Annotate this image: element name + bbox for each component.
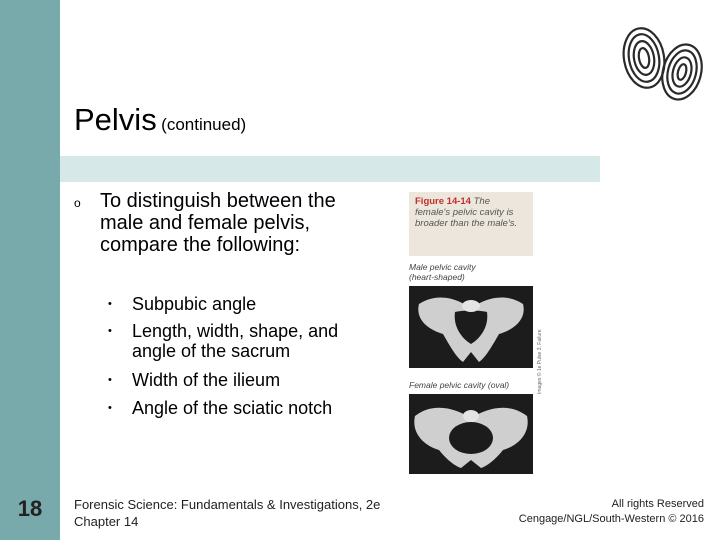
bullet-dot-icon: • — [108, 402, 112, 414]
main-bullet-text: To distinguish between the male and female pelvis, compare the following: — [100, 190, 336, 256]
footer-chapter: Chapter 14 — [74, 514, 139, 529]
figure-number: Figure 14-14 — [415, 196, 471, 207]
footer-rights: All rights Reserved — [611, 498, 704, 510]
title-text: Pelvis — [74, 102, 157, 137]
bullet-marker: o — [74, 196, 81, 210]
slide-title — [74, 102, 246, 138]
sub-bullet-text: Angle of the sciatic notch — [132, 398, 333, 418]
left-accent-band — [0, 0, 60, 540]
footer-copyright: Cengage/NGL/South-Western © 2016 — [518, 513, 704, 525]
male-pelvis-image — [409, 286, 533, 368]
footer-right — [519, 497, 704, 527]
image-credit: Images © 1e Pulse 3. Failure — [537, 329, 543, 394]
sub-bullet-text: Subpubic angle — [132, 294, 257, 314]
title-underline-band — [60, 156, 600, 182]
figure-caption-box — [409, 192, 533, 256]
male-label-line2: (heart-shaped) — [409, 272, 465, 282]
title-suffix: (continued) — [161, 115, 247, 134]
footer-book-title: Forensic Science: Fundamentals & Investigations, 2e — [74, 497, 381, 512]
footer-left — [74, 496, 380, 530]
bullet-dot-icon: • — [108, 325, 112, 337]
slide-number: 18 — [17, 496, 43, 521]
fingerprints-icon — [612, 18, 712, 110]
female-pelvis-image — [409, 394, 533, 474]
female-pelvis-label: Female pelvic cavity (oval) — [409, 380, 510, 390]
male-label-line1: Male pelvic cavity — [409, 262, 476, 272]
sub-bullet-text: Width of the ilieum — [132, 370, 281, 390]
sub-bullet-text: Length, width, shape, and angle of the sacrum — [132, 321, 339, 361]
pelvis-figure — [407, 190, 545, 476]
male-pelvis-label — [409, 262, 476, 282]
bullet-dot-icon: • — [108, 298, 112, 310]
figure-caption: The female's pelvic cavity is broader than the male's. — [415, 196, 518, 229]
bullet-dot-icon: • — [108, 374, 112, 386]
